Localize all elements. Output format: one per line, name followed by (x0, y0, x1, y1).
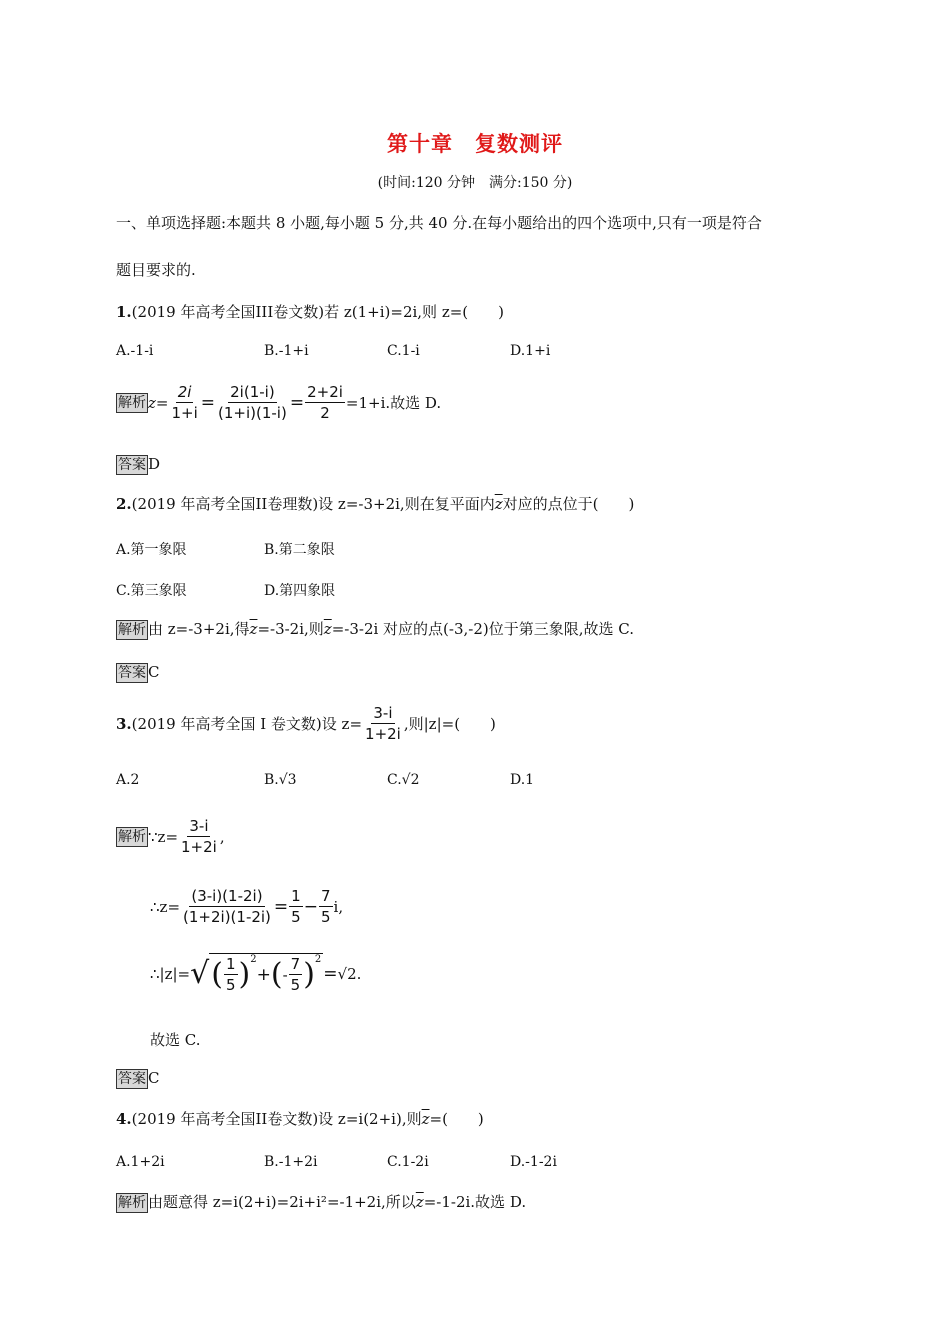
analysis-text: , (219, 827, 225, 846)
analysis-tag: 解析 (118, 622, 146, 638)
answer-tag: 答案 (118, 665, 146, 681)
q1-option-d: D.1+i (510, 343, 551, 359)
analysis-tag: 解析 (118, 1195, 146, 1211)
q1-answer (116, 455, 160, 475)
q4-option-d: D.-1-2i (510, 1154, 557, 1170)
fraction: $\frac{7}{5}$ (320, 887, 331, 926)
analysis-text: =-3-2i 对应的点(-3,-2)位于第三象限,故选 C. (331, 620, 635, 638)
analysis-text: =1+i.故选 D. (345, 394, 442, 412)
analysis-text: =-3-2i,则 (257, 620, 324, 638)
radical-sign: √ (190, 956, 210, 991)
q3-option-c: C.√2 (387, 772, 420, 788)
analysis-tag: 解析 (118, 394, 146, 411)
radicand: ( $\frac{1}{5}$ ) $^2$ + ( - $\frac{7}{5}$ ) $^2$ (211, 954, 322, 994)
analysis-tag: 解析 (118, 828, 146, 845)
question-2 (116, 493, 634, 514)
question-number: 3. (116, 714, 132, 733)
equals-sign: = (289, 392, 305, 413)
q2-option-a: A.第一象限 (116, 542, 187, 558)
z-conjugate: $\overline{z}$ (249, 620, 258, 638)
q1-option-a: A.-1-i (116, 343, 154, 359)
q3-analysis-line3 (150, 953, 361, 995)
question-number: 1. (116, 303, 132, 321)
z-conjugate: $\overline{z}$ (421, 1110, 430, 1128)
fraction: $\frac{2i(1-i)}{(1+i)(1-i)}$ (218, 383, 287, 422)
q3-analysis-line4: 故选 C. (150, 1031, 201, 1049)
answer-value: C (148, 1069, 160, 1087)
q2-option-b: B.第二象限 (264, 542, 335, 558)
fraction: $\frac{2i}{1+i}$ (171, 383, 198, 422)
answer-value: D (148, 455, 161, 473)
analysis-text: √2. (337, 965, 362, 983)
question-stem-tail: 对应的点位于( ) (502, 495, 635, 513)
analysis-text: ∴z= (150, 897, 181, 916)
equals-sign: = (200, 392, 216, 413)
answer-tag: 答案 (118, 1071, 146, 1087)
question-stem: (2019 年高考全国II卷理数)设 z=-3+2i,则在复平面内 (131, 495, 495, 513)
fraction: $\frac{1}{5}$ (291, 887, 301, 926)
z-conjugate: $\overline{z}$ (494, 495, 503, 513)
q2-analysis (116, 618, 634, 640)
q1-analysis (116, 382, 441, 423)
analysis-text: =-1-2i.故选 D. (423, 1193, 527, 1211)
q2-option-d: D.第四象限 (264, 583, 336, 599)
question-4 (116, 1108, 484, 1129)
q3-answer (116, 1069, 159, 1089)
q3-option-d: D.1 (510, 772, 535, 788)
question-number: 2. (116, 495, 132, 513)
q2-answer (116, 663, 159, 683)
q4-option-c: C.1-2i (387, 1154, 429, 1170)
q2-option-c: C.第三象限 (116, 583, 187, 599)
analysis-text: ∴|z|= (150, 965, 191, 983)
fraction: $\frac{3-i}{1+2i}$ (365, 704, 401, 743)
section-heading-line2: 题目要求的. (116, 261, 196, 279)
fraction: $\frac{(3-i)(1-2i)}{(1+2i)(1-2i)}$ (183, 887, 271, 926)
q3-option-b: B.√3 (264, 772, 297, 788)
question-stem: (2019 年高考全国II卷文数)设 z=i(2+i),则 (131, 1110, 422, 1128)
analysis-text: ∵z= (148, 827, 179, 846)
fraction: $\frac{2+2i}{2}$ (307, 383, 343, 422)
analysis-text: i, (333, 897, 344, 916)
question-stem: (2019 年高考全国 I 卷文数)设 z= (131, 715, 363, 733)
question-3 (116, 703, 496, 744)
q3-analysis-line1 (116, 816, 225, 857)
minus-sign: − (303, 896, 318, 917)
page-subtitle: (时间:120 分钟 满分:150 分) (377, 175, 573, 191)
question-stem-tail: ,则|z|=( ) (403, 715, 496, 733)
analysis-text: z= (148, 393, 169, 412)
q3-analysis-line2 (150, 886, 343, 927)
question-1 (116, 301, 504, 322)
z-conjugate: $\overline{z}$ (415, 1193, 424, 1211)
analysis-text: 由题意得 z=i(2+i)=2i+i²=-1+2i,所以 (148, 1193, 416, 1211)
q1-option-b: B.-1+i (264, 343, 309, 359)
question-stem: (2019 年高考全国III卷文数)若 z(1+i)=2i,则 z=( ) (131, 303, 504, 321)
question-number: 4. (116, 1110, 132, 1128)
section-heading-line1: 一、单项选择题:本题共 8 小题,每小题 5 分,共 40 分.在每小题给出的四个选项中,只有一项是符合 (116, 214, 762, 232)
q4-analysis (116, 1191, 526, 1213)
analysis-text: 由 z=-3+2i,得 (148, 620, 250, 638)
question-stem-tail: =( ) (429, 1110, 484, 1128)
answer-value: C (148, 663, 160, 681)
q3-option-a: A.2 (116, 772, 140, 788)
q4-option-a: A.1+2i (116, 1154, 165, 1170)
q4-option-b: B.-1+2i (264, 1154, 318, 1170)
page-title: 第十章 复数测评 (387, 131, 563, 156)
equals-sign: = (273, 896, 289, 917)
equals-sign: = (323, 964, 338, 984)
q1-option-c: C.1-i (387, 343, 420, 359)
z-conjugate: $\overline{z}$ (323, 620, 332, 638)
fraction: $\frac{3-i}{1+2i}$ (181, 817, 217, 856)
answer-tag: 答案 (118, 457, 146, 473)
